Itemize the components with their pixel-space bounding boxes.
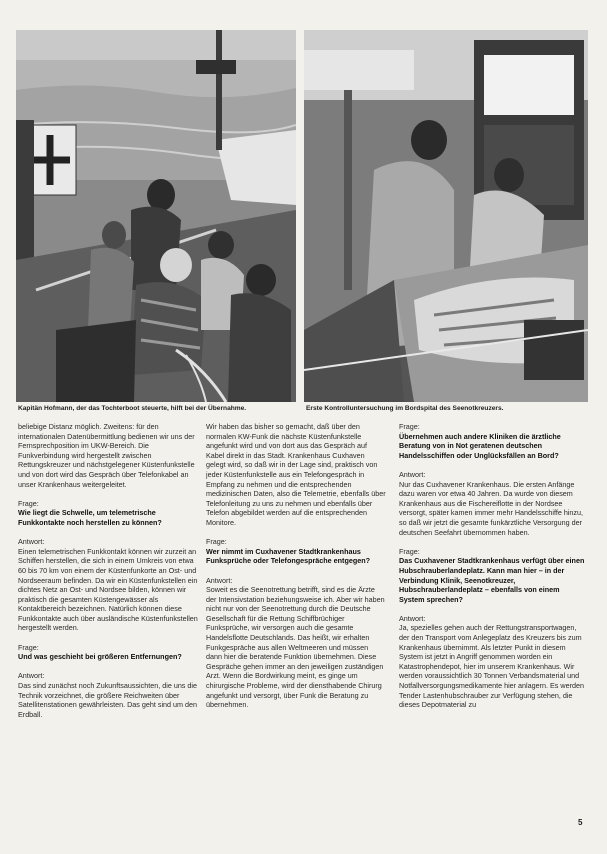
answer-label: Antwort: [399, 613, 426, 623]
answer-label: Antwort: [206, 575, 233, 585]
answer-label: Antwort: [18, 537, 45, 547]
answer-label: Antwort: [399, 469, 426, 479]
page-number: 5 [578, 818, 583, 827]
paragraph: beliebige Distanz möglich. Zweitens: für den internationalen Datenübermittlung bedienen wir uns der Fernsprechposition im UKW-Bereich. Die Funkverbindung wird hergestellt zwischen Rettungskreuzer und nächstgelegener Küstenfunkstelle und von dort wird das Gespräch über Telefonkabel an unser Krankenhaus weitergeleitet. [18, 422, 195, 489]
question-label: Frage: [399, 546, 420, 556]
photo-caption-left: Kapitän Hofmann, der das Tochterboot steuerte, hilft bei der Übernahme. [18, 405, 247, 412]
text-column-3 [399, 422, 585, 719]
text-column-2 [206, 422, 386, 719]
question-label: Frage: [206, 537, 227, 547]
question-text: Übernehmen auch andere Kliniken die ärztliche Beratung von in Not geratenen deutschen Handelsschiffen oder Unglücksfällen an Bord? [399, 431, 561, 460]
question-text: Und was geschieht bei größeren Entfernungen? [18, 652, 182, 662]
rescue-boat-photo [16, 30, 296, 402]
answer-label: Antwort: [18, 671, 45, 681]
question-text: Wie liegt die Schwelle, um telemetrische Funkkontakte noch herstellen zu können? [18, 508, 162, 527]
question-label: Frage: [18, 642, 39, 652]
rescue-boat-illustration [16, 30, 296, 402]
text-column-1 [18, 422, 198, 729]
ship-hospital-photo [304, 30, 588, 402]
question-text: Das Cuxhavener Stadtkrankenhaus verfügt über einen Hubschrauberlandeplatz. Kann man hier – in der Verbindung Klinik, Seenotkreuzer, Hubschrauberlandeplatz – ebenfalls von einem System sprechen? [399, 556, 585, 604]
paragraph: Wir haben das bisher so gemacht, daß über den normalen KW-Funk die nächste Küstenfunkstelle angefunkt wird und von dort aus das Gespräch auf Kabel direkt in das Stadt. Krankenhaus Cuxhaven gelegt wird, so daß wir in der Lage sind, praktisch von jeder Küstenfunkstelle aus ein Telefongespräch in Empfang zu nehmen und die entsprechenden medizinischen Daten, also die Telemetrie, ebenfalls über Telefonleitung zu uns zu nehmen und ebenfalls über Telefon abgebildet werden auf die entsprechenden Monitore. [206, 422, 386, 527]
question-label: Frage: [18, 498, 39, 508]
question-label: Frage: [399, 422, 420, 431]
answer-text: Einen telemetrischen Funkkontakt können wir zurzeit an Schiffen herstellen, die sich in einem Umkreis von etwa 60 bis 70 km von einem der Küstenfunkorte an Ost- und Nordseeraum befinden. Da wir ein Küstenfunkstellen ein dichtes Netz an Ost- und Nordsee bilden, können wir praktisch die gesamten Küstengewässer als Kontaktbereich bezeichnen. Natürlich können diese Funkkontakte auch über ausländische Küstenfunkstellen hergestellt werden. [18, 546, 198, 633]
ship-hospital-illustration [304, 30, 588, 402]
answer-text: Nur das Cuxhavener Krankenhaus. Die ersten Anfänge dazu waren vor etwa 40 Jahren. Da wurde von diesem Krankenhaus aus die Fischereiflotte in der Nordsee versorgt, später kamen immer mehr Handelsschiffe hinzu, so daß wir jetzt die gesamte funkärztliche Versorgung der deutschen Seefahrt übernommen haben. [399, 479, 584, 537]
answer-text: Ja, spezielles gehen auch der Rettungstransportwagen, der den Transport vom Anlegeplatz des Kreuzers bis zum Krankenhaus übernimmt. Als letzter Punkt in diesem System ist jetzt in Angriff genommen worden ein Katastrophendepot, hier im unserem Krankenhaus. Wir werden voraussichtlich 30 Tonnen Verbandsmaterial und Notfallversorgungsmedikamente hier anlagern. Es werden Tender Lastenhubschrauber zur Verfügung stehen, die dieses Depotmaterial zu [399, 623, 584, 710]
answer-text: Das sind zunächst noch Zukunftsaussichten, die uns die Technik vorzeichnet, die größere Reichweiten über Satellitenstationen gewährleisten. Das geht sind um den Erdball. [18, 681, 197, 719]
answer-text: Soweit es die Seenotrettung betrifft, sind es die Ärzte der Intensivstation beziehungsweise ich. Aber wir haben nicht nur von der Seenotrettung durch die Deutsche Gesellschaft für die Rettung Schiffbrüchiger Funksprüche, wir versorgen auch die gesamte Handelsflotte Deutschlands. Das heißt, wir erhalten Funkgespräche aus allen Weltmeeren und müssen dann hier die beratende Funktion übernehmen. Diese Gespräche gehen immer an den jeweiligen zuständigen Arzt. Wenn die Bordwirkung meint, es ginge um chirurgische Probleme, wird der diensthabende Chirurg angefunkt und versorgt, über Funk die Beratung zu übernehmen. [206, 585, 385, 710]
photo-caption-right: Erste Kontrolluntersuchung im Bordspital des Seenotkreuzers. [306, 405, 504, 412]
question-text: Wer nimmt im Cuxhavener Stadtkrankenhaus Funksprüche oder Telefongespräche entgegen? [206, 546, 371, 566]
